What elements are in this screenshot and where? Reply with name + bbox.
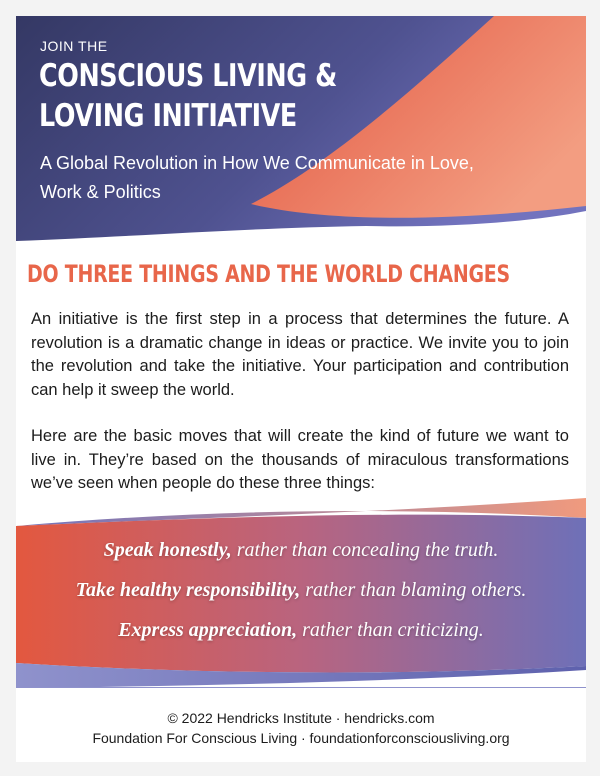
footer xyxy=(16,708,586,748)
footer-copyright: © 2022 Hendricks Institute · hendricks.com xyxy=(167,710,435,726)
kicker-text: JOIN THE xyxy=(40,38,108,54)
moves-paragraph: Here are the basic moves that will create the kind of future we want to live in. They’re based on the thousands of miraculous transformations we’ve seen when people do these three things: xyxy=(31,427,569,492)
footer-foundation: Foundation For Conscious Living · foundationforconsciousliving.org xyxy=(92,730,510,746)
thing-rest: rather than concealing the truth. xyxy=(231,539,499,561)
thing-rest: rather than criticizing. xyxy=(297,619,484,641)
flyer-page xyxy=(16,16,586,762)
thing-bold: Take healthy responsibility, xyxy=(75,579,301,601)
three-things-list xyxy=(16,530,586,650)
thing-express-appreciation xyxy=(16,610,586,650)
thing-speak-honestly xyxy=(16,530,586,570)
page-subtitle: A Global Revolution in How We Communicate in Love, Work & Politics xyxy=(40,153,474,202)
thing-take-responsibility xyxy=(16,570,586,610)
intro-paragraph: An initiative is the first step in a process that determines the future. A revolution is a dramatic change in ideas or practice. We invite you to join the revolution and take the initiative. Your participation and contribution can help it sweep the world. xyxy=(31,310,569,399)
thing-bold: Speak honestly, xyxy=(103,539,232,561)
thing-bold: Express appreciation, xyxy=(118,619,298,641)
page-title: CONSCIOUS LIVING & LOVING INITIATIVE xyxy=(39,58,337,134)
section-heading: DO THREE THINGS AND THE WORLD CHANGES xyxy=(27,260,510,288)
thing-rest: rather than blaming others. xyxy=(300,579,527,601)
